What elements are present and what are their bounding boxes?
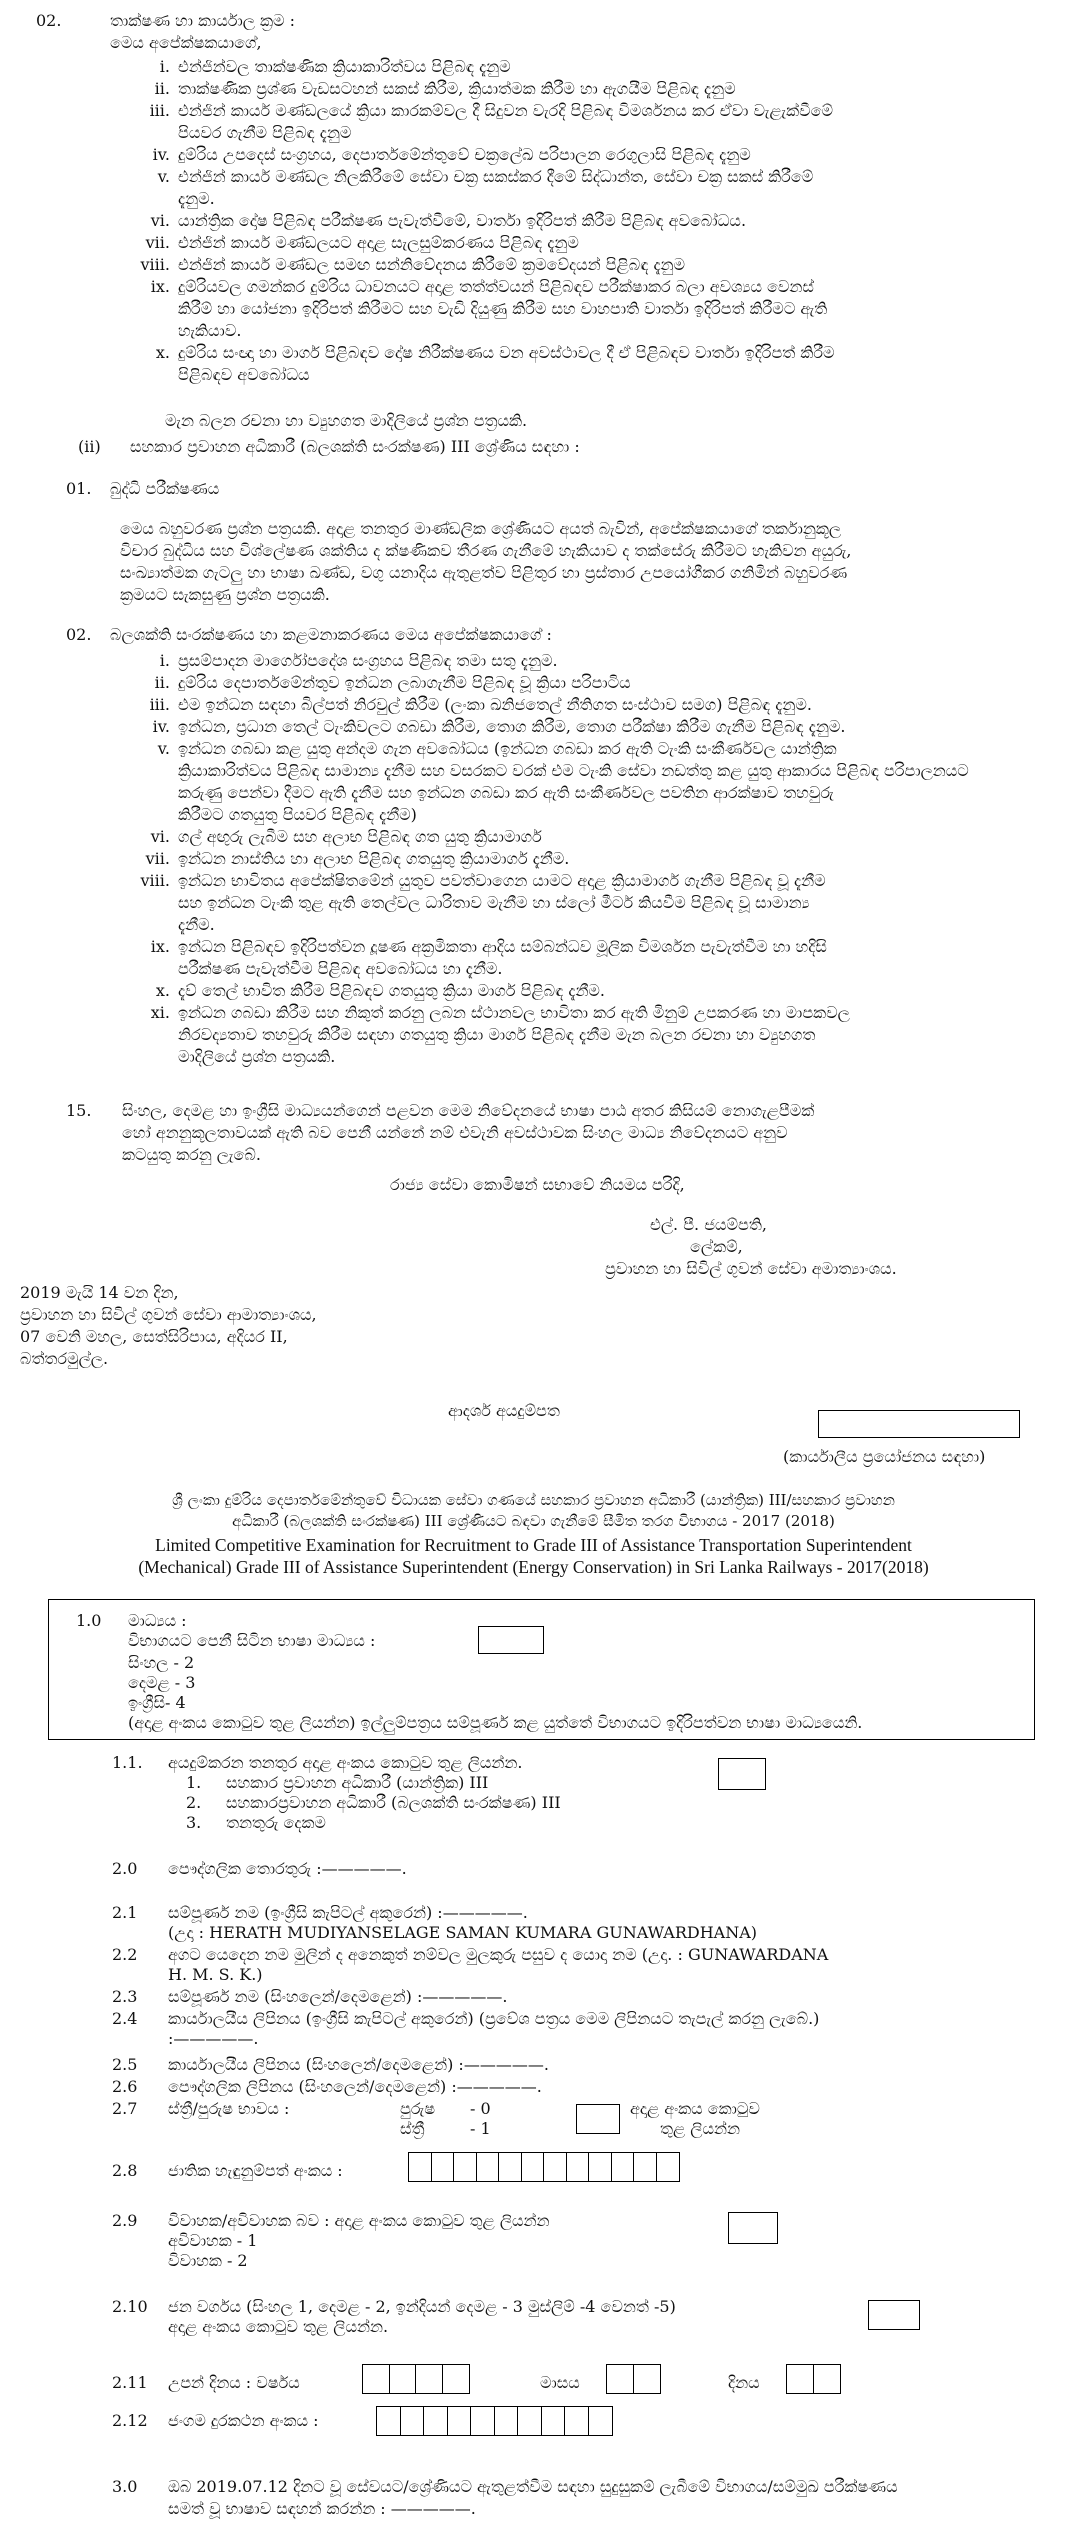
list-item-text: ඉන්ධන භාවිතය අපේක්ෂිතමේන් යුතුව පවත්වාගෙන යාමට අදාළ ක්‍රියාමාර්ග ගැනීම පිළිබඳ වූ දැනීම — [178, 871, 826, 890]
list-item-text: ඉන්ධන පිළිබඳව ඉදිරිපත්වන දූෂණ අක්‍රමිකතා ආදිය සම්බන්ධව මූලික විමර්ශන පැවැත්වීම හා හදිසි — [178, 937, 827, 956]
list-item-number: vii. — [145, 233, 170, 252]
list-item-text: පිළිබඳව අවබෝධය — [178, 365, 310, 384]
full-name-example: (උදා : HERATH MUDIYANSELAGE SAMAN KUMARA GUNAWARDHANA) — [168, 1923, 758, 1942]
dob-year-label: උපන් දිනය : වර්ෂය — [168, 2373, 300, 2392]
civil-status-label: විවාහක/අවිවාහක බව : අදාළ අංකය කොටුව තුළ ලියන්න — [168, 2211, 550, 2230]
section-title: තාක්ෂණ හා කාර්යාල ක්‍රම : — [110, 11, 296, 30]
office-address-en-line: :—————. — [168, 2029, 259, 2048]
question-number: 2.5 — [112, 2055, 138, 2074]
qualified-language-label: ඔබ 2019.07.12 දිනට වූ සේවයට/ශ්‍රේණියට ඇතුළත්වීම සඳහා සුදුසුකම් ලැබීමේ විභාගය/සම්මුඛ පරීක්ෂණය — [168, 2477, 898, 2496]
input-cell[interactable] — [813, 2364, 841, 2394]
list-item-number: vi. — [150, 827, 170, 846]
paragraph-line: කටයුතු කරනු ලැබේ. — [122, 1145, 261, 1164]
input-cell[interactable] — [431, 2152, 455, 2182]
option-post-mechanical: සහකාර ප්‍රවාහන අධිකාරී (යාන්ත්‍රික) III — [226, 1773, 489, 1792]
question-label: පෞද්ගලික තොරතුරු :—————. — [168, 1859, 407, 1878]
input-cell[interactable] — [498, 2152, 522, 2182]
list-item-number: iv. — [152, 717, 170, 736]
exam-title-en: Limited Competitive Examination for Recruitment to Grade III of Assistance Transportation Superintendent — [155, 1535, 912, 1555]
input-cell[interactable] — [494, 2406, 519, 2436]
input-cell[interactable] — [564, 2406, 589, 2436]
paragraph-line: හෝ අනනුකූලතාවයක් ඇති බව පෙනී යන්නේ නම් එවැනි අවස්ථාවක සිංහල මාධ්‍ය නිවේදනයට අනුව — [122, 1123, 788, 1142]
personal-address-label: පෞද්ගලික ලිපිනය (සිංහලෙන්/දෙමළෙන්) :—————. — [168, 2077, 542, 2096]
office-address-en-label: කාර්යාලයීය ලිපිනය (ඉංග්‍රීසි කැපිටල් අකුරෙන්) (ප්‍රවේශ පත්‍රය මෙම ලිපිනයට තැපැල් කරනු ලැබේ.) — [168, 2009, 820, 2028]
list-item-text: දැනුම. — [178, 189, 215, 208]
input-cell[interactable] — [606, 2364, 634, 2394]
nic-input-cells[interactable] — [408, 2152, 678, 2182]
input-cell[interactable] — [415, 2364, 443, 2394]
input-cell[interactable] — [389, 2364, 417, 2394]
office-address-si-label: කාර්යාලයීය ලිපිනය (සිංහලෙන්/දෙමළෙන්) :—————. — [168, 2055, 549, 2074]
list-item-number: viii. — [140, 871, 170, 890]
input-cell[interactable] — [408, 2152, 432, 2182]
input-cell[interactable] — [566, 2152, 590, 2182]
signatory-name: එල්. පී. ජයම්පති, — [650, 1215, 767, 1234]
mobile-label: ජංගම දුරකථන අංකය : — [168, 2411, 319, 2430]
list-item-text: හැකියාව. — [178, 321, 242, 340]
gender-female-code: - 1 — [470, 2119, 491, 2138]
section-number: 15. — [66, 1101, 92, 1120]
paragraph-line: සිංහල, දෙමළ හා ඉංග්‍රීසි මාධ්‍යයන්ගෙන් පළවන මෙම නිවේදනයේ භාෂා පාඨ අතර කිසියම් නොගැළපීමක් — [122, 1101, 815, 1120]
form-title: ආදර්ශ අයදුම්පත — [448, 1401, 560, 1420]
paragraph-line: විචාර බුද්ධිය සහ විශ්ලේෂණ ශක්තිය ද ක්ෂණිකව තීරණ ගැනීමේ හැකියාව ද තක්සේරු කිරීමට හැකිවන අයුරු, — [120, 541, 852, 560]
list-item-text: පරීක්ෂණ පැවැත්වීම පිළිබඳ අවබෝධය හා දැනීම. — [178, 959, 503, 978]
list-item-number: iii. — [149, 101, 170, 120]
input-cell[interactable] — [786, 2364, 814, 2394]
list-item-text: කිරීම් හා යෝජනා ඉදිරිපත් කිරීමට සහ වැඩි දියුණු කිරීම සහ වාහපාති වාර්තා ඉදිරිපත් කිරීමට ඇති — [178, 299, 828, 318]
list-item-text: ගල් අඟුරු ලැබීම සහ අලාභ පිළිබඳ ගත යුතු ක්‍රියාමාර්ග — [178, 827, 542, 846]
issue-date: 2019 මැයි 14 වන දින, — [20, 1283, 179, 1302]
dob-year-cells[interactable] — [362, 2364, 468, 2394]
list-item-text: පියවර ගැනීම පිළිබඳ දැනුම — [178, 123, 352, 142]
section-number: 01. — [66, 479, 92, 498]
input-cell[interactable] — [656, 2152, 680, 2182]
question-number: 2.4 — [112, 2009, 138, 2028]
option-number: 2. — [186, 1793, 202, 1812]
input-cell[interactable] — [476, 2152, 500, 2182]
subsection-number: (ii) — [78, 437, 101, 456]
gender-male: පුරුෂ — [400, 2099, 436, 2118]
gender-label: ස්ත්‍රී/පුරුෂ භාවය : — [168, 2099, 290, 2118]
list-item-number: i. — [159, 651, 170, 670]
input-cell[interactable] — [447, 2406, 472, 2436]
input-cell[interactable] — [423, 2406, 448, 2436]
list-item-number: vi. — [150, 211, 170, 230]
office-use-label: (කාර්යාලීය ප්‍රයෝජනය සඳහා) — [783, 1447, 986, 1466]
list-item-text: ඉන්ධන ගබඩා කළ යුතු අන්දම ගැන අවබෝධය (ඉන්ධන ගබඩා කර ඇති ටැංකි සංකීර්ණවල යාන්ත්‍රික — [178, 739, 837, 758]
ethnicity-label: ජන වර්ගය (සිංහල 1, දෙමළ - 2, ඉන්දියන් දෙමළ - 3 මුස්ලිම් -4 වෙනත් -5) — [168, 2297, 676, 2316]
option-both-posts: තනතුරු දෙකම — [226, 1813, 326, 1832]
option-unmarried: අවිවාහක - 1 — [168, 2231, 258, 2250]
ethnicity-input-box[interactable] — [868, 2300, 920, 2330]
option-tamil: දෙමළ - 3 — [128, 1673, 196, 1692]
list-item-text: යාන්ත්‍රික දෝෂ පිළිබඳ පරීක්ෂණ පැවැත්වීමේ, වාර්තා ඉදිරිපත් කිරීම පිළිබඳ අවබෝධය. — [178, 211, 747, 230]
question-number: 1.0 — [76, 1611, 102, 1630]
nic-label: ජාතික හැඳුනුම්පත් අංකය : — [168, 2161, 343, 2180]
medium-input-box[interactable] — [478, 1626, 544, 1654]
question-number: 2.10 — [112, 2297, 148, 2316]
dob-day-label: දිනය — [728, 2373, 760, 2392]
list-item-number: ii. — [154, 673, 170, 692]
paragraph-line: මෙය බහුවරණ ප්‍රශ්න පත්‍රයකි. අදාළ තනතුර මාණ්ඩලික ශ්‍රේණියට අයත් බැවින්, අපේක්ෂකයාගේ තර්කානුකූල — [120, 519, 842, 538]
option-english: ඉංග්‍රීසි- 4 — [128, 1693, 186, 1712]
section-number: 02. — [36, 11, 62, 30]
input-cell[interactable] — [400, 2406, 425, 2436]
exam-title-en: (Mechanical) Grade III of Assistance Superintendent (Energy Conservation) in Sri Lanka Railways - 2017(2018) — [138, 1557, 929, 1577]
list-item-text: දුම්රිය සංඥා හා මාර්ග පිළිබඳව දෝෂ නිරීක්ෂණය වන අවස්ථාවල දී ඒ පිළිබඳව වාර්තා ඉදිරිපත් කිරීම — [178, 343, 835, 362]
address-line: ප්‍රවාහන හා සිවිල් ගුවන් සේවා ආමාත්‍යාංශය, — [20, 1305, 317, 1324]
list-item-text: එම ඉන්ධන සඳහා බිල්පත් නිරවුල් කිරීම (ලංකා ඛනිජතෙල් නීතිගත සංස්ථාව සමග) පිළිබඳ දැනුම. — [178, 695, 812, 714]
signatory-ministry: ප්‍රවාහන හා සිවිල් ගුවන් සේවා අමාත්‍යාංශය. — [605, 1259, 897, 1278]
list-item-text: සහ ඉන්ධන ටැංකි තුළ ඇති තෙල්වල ධාරිතාව මැනීම හා ස්ලෝ මීටර් කියවීම පිළිබඳ වූ සාමාන්‍ය — [178, 893, 810, 912]
list-item-number: v. — [157, 739, 170, 758]
option-number: 3. — [186, 1813, 202, 1832]
address-line: බත්තරමුල්ල. — [20, 1349, 109, 1368]
input-cell[interactable] — [633, 2364, 661, 2394]
list-item-text: මාදිලියේ ප්‍රශ්න පත්‍රයකි. — [178, 1047, 336, 1066]
paragraph-line: සංඛ්‍යාත්මක ගැටලු හා භාෂා ඛණ්ඩ, වගු යනාදිය ඇතුළත්ව පිළිතුර හා ප්‍රස්තාර උපයෝගීකර ගනිමින් බහුවරණ — [120, 563, 848, 582]
gender-hint: අදාළ අංකය කොටුව — [630, 2099, 760, 2118]
list-item-text: ප්‍රසම්පාදන මාර්ගෝපදේශ සංග්‍රහය පිළිබඳ තමා සතු දැනුම. — [178, 651, 558, 670]
list-item-number: ix. — [150, 937, 170, 956]
civil-status-input-box[interactable] — [728, 2212, 778, 2244]
order-line: රාජ්‍ය සේවා කොමිෂන් සභාවේ නියමය පරිදි, — [390, 1175, 685, 1194]
post-input-box[interactable] — [718, 1758, 766, 1790]
list-item-text: නිරවද්‍යතාව තහවුරු කිරීම සඳහා ගතයුතු ක්‍රියා මාර්ග පිළිබඳ දැනීම මැන බලන රචනා හා ව්‍යුහගත — [178, 1025, 816, 1044]
list-item-text: එන්ජින් කාර්ය මණ්ඩලයේ ක්‍රියා කාරකම්වල දී සිදුවන වැරදි පිළිබඳ විමර්ශනය කර ඒවා වැළැක්වීමේ — [178, 101, 834, 120]
question-number: 2.1 — [112, 1903, 138, 1922]
question-label: මාධ්‍යය : — [128, 1611, 187, 1630]
question-number: 2.2 — [112, 1945, 138, 1964]
input-cell[interactable] — [517, 2406, 542, 2436]
list-item-number: i. — [159, 57, 170, 76]
list-item-number: iii. — [149, 695, 170, 714]
option-number: 1. — [186, 1773, 202, 1792]
question-number: 2.6 — [112, 2077, 138, 2096]
full-name-si-label: සම්පූර්ණ නම (සිංහලෙන්/දෙමළෙන්) :—————. — [168, 1987, 508, 2006]
question-number: 2.7 — [112, 2099, 138, 2118]
list-item-text: කිරීමට ගතයුතු පියවර පිළිබඳ දැනීම) — [178, 805, 417, 824]
list-item-number: vii. — [145, 849, 170, 868]
question-number: 2.11 — [112, 2373, 148, 2392]
medium-note: (අදාළ අංකය කොටුව තුළ ලියන්න) ඉල්ලුම්පත්‍රය සම්පූර්ණ කළ යුත්තේ විභාගයට ඉදිරිපත්වන භාෂා මාධ්‍යයෙනි. — [128, 1713, 863, 1732]
subsection-title: සහකාර ප්‍රවාහන අධිකාරී (බලශක්ති සංරක්ෂණ) III ශ්‍රේණිය සඳහා : — [130, 437, 580, 456]
list-item-text: එන්ජින් කාර්ය මණ්ඩල නිලකිරීමේ සේවා චක්‍ර සකස්කර දීමේ සිද්ධාන්ත, සේවා චක්‍ර සකස් කිරීමේ — [178, 167, 814, 186]
paragraph-line: ක්‍රමයට සැකසුණු ප්‍රශ්න පත්‍රයකි. — [120, 585, 330, 604]
list-item-number: viii. — [140, 255, 170, 274]
input-cell[interactable] — [521, 2152, 545, 2182]
gender-male-code: - 0 — [470, 2099, 491, 2118]
full-name-en-label: සම්පූර්ණ නම (ඉංග්‍රීසි කැපිටල් අකුරෙන්) :—————. — [168, 1903, 528, 1922]
list-item-text: එන්ජින් කාර්ය මණ්ඩලයට අදාළ සැලසුම්කරණය පිළිබඳ දැනුම — [178, 233, 579, 252]
name-with-initials-example: H. M. S. K.) — [168, 1965, 263, 1984]
name-with-initials-label: අගට යෙදෙන නම මුලින් ද අනෙකුත් නම්වල මුලකුරු පසුව ද යොදා නම (උදා. : GUNAWARDANA — [168, 1945, 829, 1964]
section-intro: මෙය අපේක්ෂකයාගේ, — [110, 33, 262, 52]
list-item-number: ix. — [150, 277, 170, 296]
input-cell[interactable] — [362, 2364, 390, 2394]
list-item-number: ii. — [154, 79, 170, 98]
list-item-number: v. — [157, 167, 170, 186]
list-item-text: එන්ජින්වල තාක්ෂණික ක්‍රියාකාරිත්වය පිළිබඳ දැනුම — [178, 57, 511, 76]
section-title: බුද්ධි පරීක්ෂණය — [110, 479, 220, 498]
question-number: 2.8 — [112, 2161, 138, 2180]
address-line: 07 වෙනි මහල, සෙත්සිරිපාය, අදියර II, — [20, 1327, 288, 1346]
question-number: 2.0 — [112, 1859, 138, 1878]
gender-input-box[interactable] — [576, 2104, 620, 2134]
list-item-text: ඉන්ධන ගබඩා කිරීම සහ නිකුත් කරනු ලබන ස්ථානවල භාවිතා කර ඇති මිනුම් උපකරණ හා මාපකවල — [178, 1003, 850, 1022]
dob-month-label: මාසය — [540, 2373, 580, 2392]
question-number: 3.0 — [112, 2477, 138, 2496]
input-cell[interactable] — [633, 2152, 657, 2182]
list-item-text: දැනීම. — [178, 915, 215, 934]
list-item-number: x. — [155, 343, 170, 362]
section-number: 02. — [66, 625, 92, 644]
ethnicity-hint: අදාළ අංකය කොටුව තුළ ලියන්න. — [168, 2317, 389, 2336]
input-cell[interactable] — [611, 2152, 635, 2182]
dob-day-cells[interactable] — [786, 2364, 839, 2394]
input-cell[interactable] — [453, 2152, 477, 2182]
option-sinhala: සිංහල - 2 — [128, 1653, 195, 1672]
input-cell[interactable] — [442, 2364, 470, 2394]
input-cell[interactable] — [376, 2406, 401, 2436]
input-cell[interactable] — [541, 2406, 566, 2436]
section-title: බලශක්ති සංරක්ෂණය හා කළමනාකරණය මෙය අපේක්ෂකයාගේ : — [110, 625, 552, 644]
list-item-text: දුම්රියවල ගමන්කර දුම්රිය ධාවනයට අදාළ තත්ත්වයන් පිළිබඳව පරීක්ෂාකර බලා අවශ්‍යය වෙනස් — [178, 277, 814, 296]
question-label: අයදුම්කරන තනතුර අදාළ අංකය කොටුව තුළ ලියන්න. — [168, 1753, 523, 1772]
qualified-language-line: සමත් වූ භාෂාව සඳහන් කරන්න : —————. — [168, 2499, 476, 2518]
list-item-text: දැව් තෙල් භාවිත කිරීම පිළිබඳව ගතයුතු ක්‍රියා මාර්ග පිළිබඳ දැනීම. — [178, 981, 606, 1000]
option-married: විවාහක - 2 — [168, 2251, 248, 2270]
list-item-text: ඉන්ධන, ප්‍රධාන තෙල් ටැංකිවලට ගබඩා කිරීම, තොග කිරීම, තොග පරීක්ෂා කිරීම ගැනීම පිළිබඳ දැනුම. — [178, 717, 846, 736]
paper-type-note: මැන බලන රචනා හා ව්‍යුහගත මාදිලියේ ප්‍රශ්න පත්‍රයකි. — [165, 411, 528, 430]
list-item-text: දුම්රිය දෙපාර්තමේන්තුව ඉන්ධන ලබාගැනීම පිළිබඳ වූ ක්‍රියා පරිපාටිය — [178, 673, 631, 692]
exam-title-si: අධිකාරී (බලශක්ති සංරක්ෂණ) III ශ්‍රේණියට බඳවා ගැනීමේ සීමිත තරග විභාගය - 2017 (2018) — [232, 1512, 835, 1530]
list-item-text: ඉන්ධන නාස්තිය හා අලාභ පිළිබඳ ගතයුතු ක්‍රියාමාර්ග දැනීම. — [178, 849, 570, 868]
mobile-input-cells[interactable] — [376, 2406, 611, 2436]
question-number: 1.1. — [112, 1753, 143, 1772]
list-item-text: ක්‍රියාකාරිත්වය පිළිබඳ සාමාන්‍ය දැනීම සහ වසරකට වරක් එම ටැංකි සේවා නඩත්තු කළ යුතු ආකාරය පිළිබඳ පරිපාලනයට — [178, 761, 969, 780]
list-item-text: තාක්ෂණික ප්‍රශ්ණ වැඩසටහන් සකස් කිරීම, ක්‍රියාත්මක කිරීම හා ඇගයීම පිළිබඳ දැනුම — [178, 79, 736, 98]
question-number: 2.3 — [112, 1987, 138, 2006]
dob-month-cells[interactable] — [606, 2364, 659, 2394]
input-cell[interactable] — [588, 2406, 613, 2436]
gender-female: ස්ත්‍රී — [400, 2119, 425, 2138]
question-number: 2.9 — [112, 2211, 138, 2230]
question-text: විභාගයට පෙනී සිටින භාෂා මාධ්‍යය : — [128, 1631, 376, 1650]
input-cell[interactable] — [543, 2152, 567, 2182]
list-item-number: x. — [155, 981, 170, 1000]
gender-hint: තුළ ලියන්න — [660, 2119, 740, 2138]
list-item-text: එන්ජින් කාර්ය මණ්ඩල සමඟ සන්නිවේදනය කිරීමේ ක්‍රමවේදයන් පිළිබඳ දැනුම — [178, 255, 686, 274]
signatory-title: ලේකම්, — [690, 1237, 743, 1256]
list-item-text: කරුණු පෙන්වා දීමට ඇති දැනීම සහ ඉන්ධන ගබඩා කර ඇති සංකීර්ණවල පවතින ආරක්ෂාව තහවුරු — [178, 783, 834, 802]
list-item-text: දුම්රිය උපදෙස් සංග්‍රහය, දෙපාර්තමේන්තුවේ චක්‍රලේඛ පරිපාලන රෙගුලාසි පිළිබඳ දැනුම — [178, 145, 751, 164]
input-cell[interactable] — [588, 2152, 612, 2182]
office-use-box — [818, 1410, 1020, 1438]
list-item-number: iv. — [152, 145, 170, 164]
question-number: 2.12 — [112, 2411, 148, 2430]
exam-title-si: ශ්‍රී ලංකා දුම්රිය දෙපාර්තමේන්තුවේ විධායක සේවා ගණයේ සහකාර ප්‍රවාහන අධිකාරී (යාන්ත්‍රික) III/සහකාර ප්‍රවාහන — [172, 1491, 895, 1509]
option-post-energy: සහකාරප්‍රවාහන අධිකාරී (බලශක්ති සංරක්ෂණ) III — [226, 1793, 561, 1812]
input-cell[interactable] — [470, 2406, 495, 2436]
list-item-number: xi. — [150, 1003, 170, 1022]
